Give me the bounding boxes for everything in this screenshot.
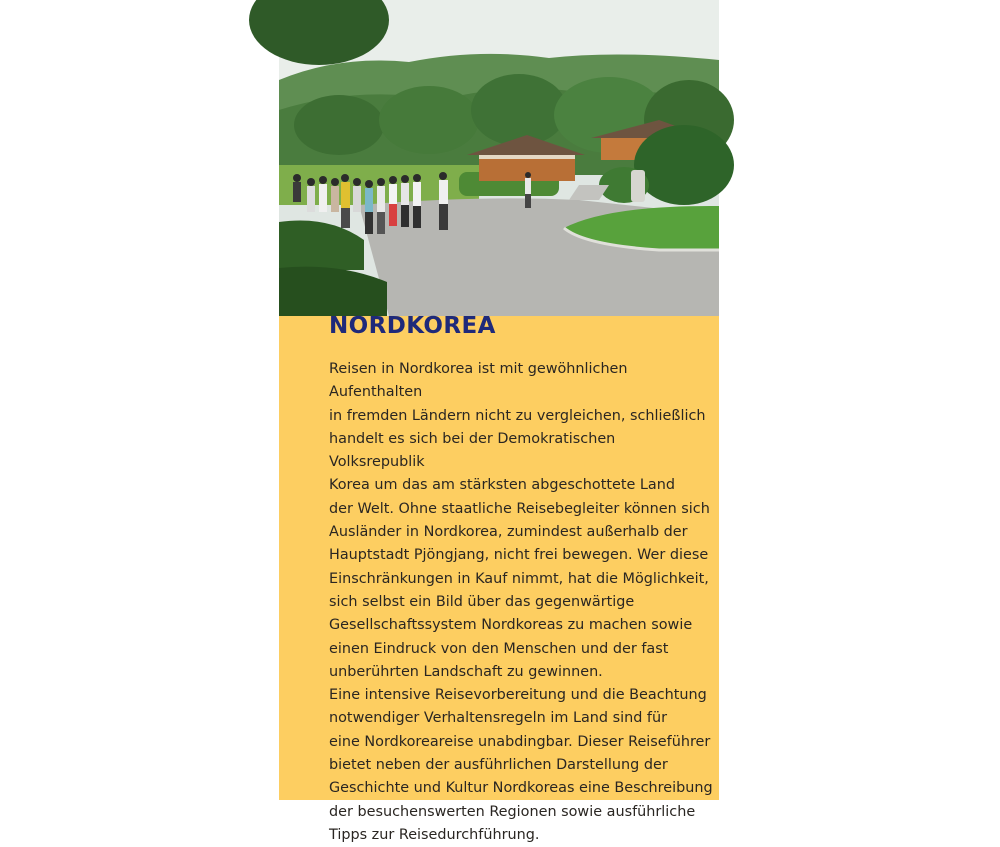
paragraph-preparation: Eine intensive Reisevorbereitung und die Beachtung notwendiger Verhaltensregeln im Land sind für eine Nordkoreareise unabdingbar. Dieser Reiseführer bietet neben der ausführlichen Darstellung der Geschichte und Kultur Nordkoreas eine Beschreibung der besuchenswerten Regionen sowie ausführliche Tipps zur Reisedurchführung.: [329, 687, 713, 843]
park-photo: [279, 0, 719, 316]
book-cover-page: [279, 0, 719, 843]
paragraph-intro: Reisen in Nordkorea ist mit gewöhnlichen Aufenthalten in fremden Ländern nicht zu vergleichen, schließlich handelt es sich bei der Demokratischen Volksrepublik Korea um das am stärksten abgeschottete Land der Welt. Ohne staatliche Reisebegleiter können sich Ausländer in Nordkorea, zumindest außerhalb der Hauptstadt Pjöngjang, nicht frei bewegen. Wer diese Einschränkungen in Kauf nimmt, hat die Möglichkeit, sich selbst ein Bild über das gegenwärtige Gesellschaftssystem Nordkoreas zu machen sowie einen Eindruck von den Menschen und der fast unberührten Landschaft zu gewinnen.: [329, 361, 710, 680]
body-text: [329, 358, 713, 847]
park-photo-graphic: [279, 0, 719, 316]
page-title: NORDKOREA: [329, 313, 496, 339]
